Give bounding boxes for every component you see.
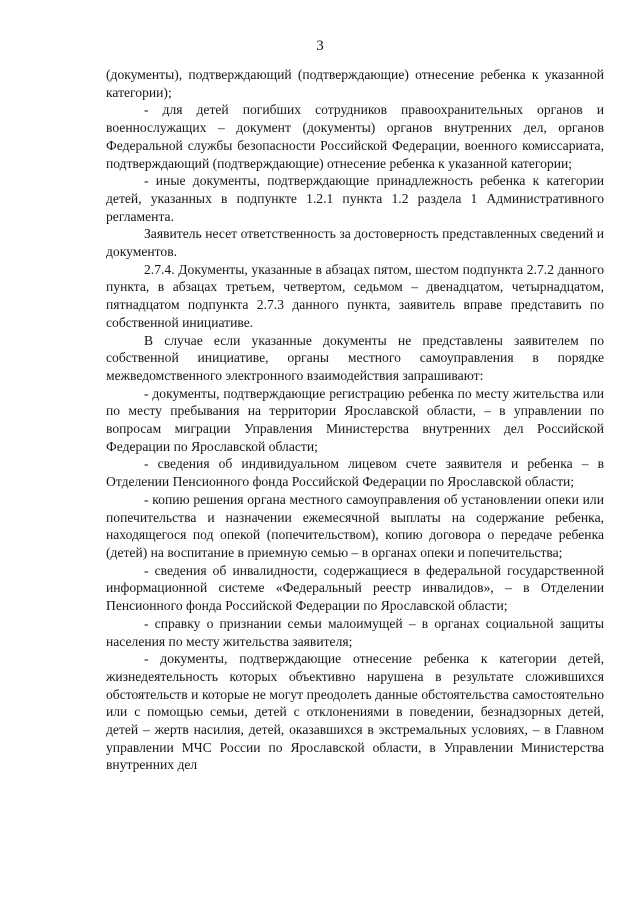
page-number: 3: [316, 38, 324, 54]
document-body: [106, 66, 604, 774]
paragraph: - сведения об индивидуальном лицевом счете заявителя и ребенка – в Отделении Пенсионного фонда Российской Федерации по Ярославской области;: [106, 456, 604, 490]
paragraph: - иные документы, подтверждающие принадлежность ребенка к категории детей, указанных в подпункте 1.2.1 пункта 1.2 раздела 1 Административного регламента.: [106, 173, 604, 224]
paragraph: В случае если указанные документы не представлены заявителем по собственной инициативе, органы местного самоуправления в порядке межведомственного электронного взаимодействия запрашивают:: [106, 332, 604, 383]
paragraph: - справку о признании семьи малоимущей – в органах социальной защиты населения по месту жительства заявителя;: [106, 615, 604, 649]
paragraph: - сведения об инвалидности, содержащиеся в федеральной государственной информационной системе «Федеральный реестр инвалидов», – в Отделении Пенсионного фонда Российской Федерации по Ярославской области;: [106, 562, 604, 614]
paragraph: (документы), подтверждающий (подтверждающие) отнесение ребенка к указанной категории);: [106, 67, 604, 100]
paragraph: - для детей погибших сотрудников правоохранительных органов и военнослужащих – документ (документы) органов внутренних дел, органов Федеральной службы безопасности Российской Федерации, военного комиссариата, подтверждающий (подтверждающие) отнесение ребенка к указанной категории;: [106, 102, 604, 171]
paragraph: Заявитель несет ответственность за достоверность представленных сведений и документов.: [106, 226, 604, 260]
paragraph: 2.7.4. Документы, указанные в абзацах пятом, шестом подпункта 2.7.2 данного пункта, в абзацах третьем, четвертом, седьмом – двенадцатом, четырнадцатом, пятнадцатом подпункта 2.7.3 данного пункта, заявитель вправе представить по собственной инициативе.: [106, 261, 604, 330]
paragraph: - копию решения органа местного самоуправления об установлении опеки или попечительства и назначении ежемесячной выплаты на содержание ребенка, находящегося под опекой (попечительством), копию договора о передаче ребенка (детей) на воспитание в приемную семью – в органах опеки и попечительства;: [106, 491, 604, 560]
paragraph: - документы, подтверждающие отнесение ребенка к категории детей, жизнедеятельность которых объективно нарушена в результате сложившихся обстоятельств и которые не могут преодолеть данные обстоятельства самостоятельно или с помощью семьи, детей с отклонениями в поведении, безнадзорных детей, детей – жертв насилия, детей, оказавшихся в экстремальных условиях, – в Главном управлении МЧС России по Ярославской области, в Управлении Министерства внутренних дел: [106, 651, 604, 773]
paragraph: - документы, подтверждающие регистрацию ребенка по месту жительства или по месту пребывания на территории Ярославской области, – в управлении по вопросам миграции Управления Министерства внутренних дел Российской Федерации по Ярославской области;: [106, 385, 604, 454]
